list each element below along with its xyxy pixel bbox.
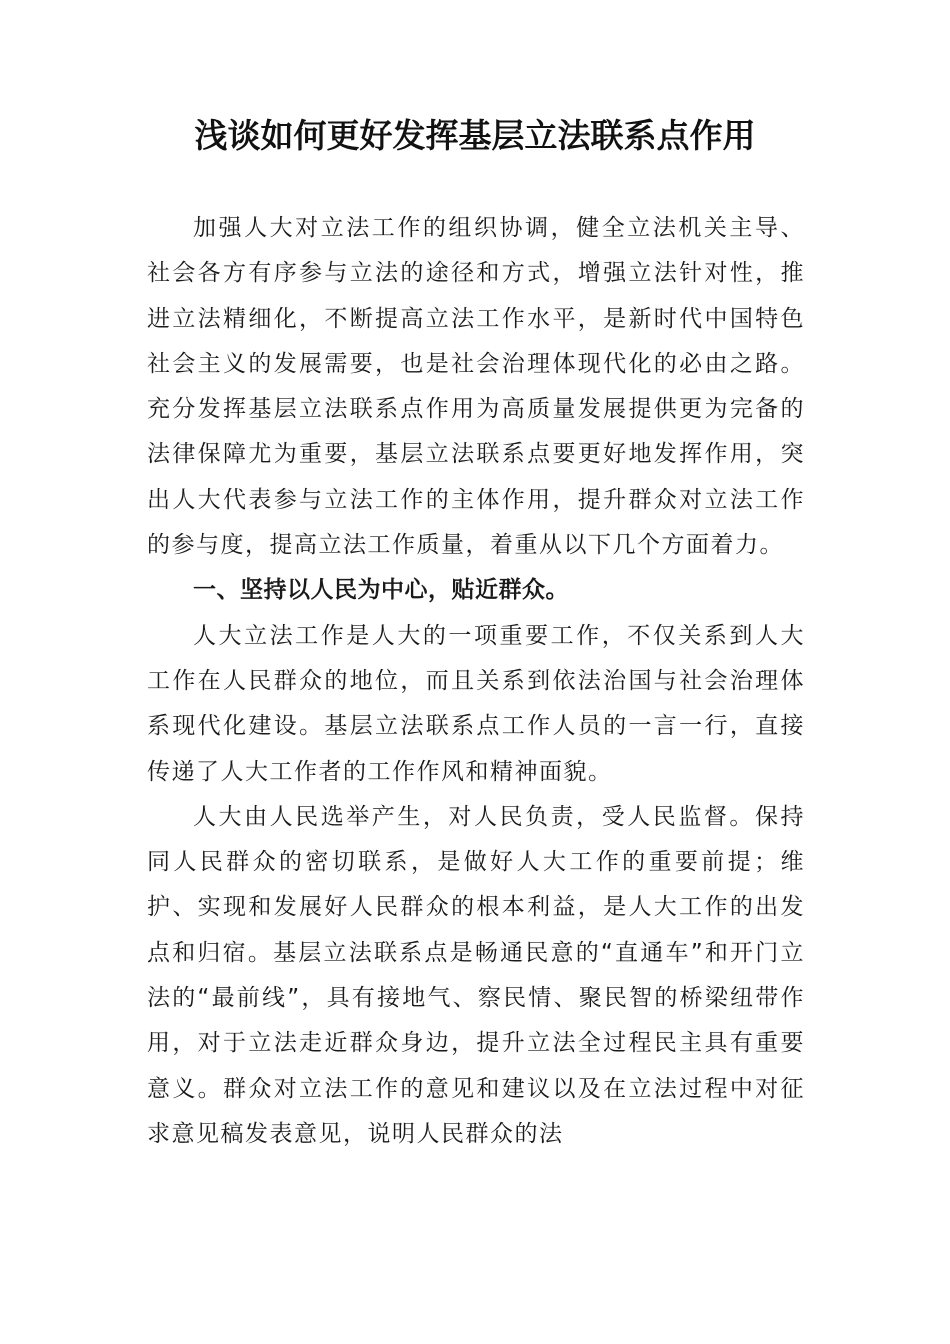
- document-body: [147, 206, 805, 1157]
- section-1-paragraph-1: 人大立法工作是人大的一项重要工作，不仅关系到人大工作在人民群众的地位，而且关系到依法治国与社会治理体系现代化建设。基层立法联系点工作人员的一言一行，直接传递了人大工作者的工作作风和精神面貌。: [147, 622, 805, 785]
- section-1-paragraph-2: 人大由人民选举产生，对人民负责，受人民监督。保持同人民群众的密切联系，是做好人大工作的重要前提；维护、实现和发展好人民群众的根本利益，是人大工作的出发点和归宿。基层立法联系点是畅通民意的“直通车”和开门立法的“最前线”，具有接地气、察民情、聚民智的桥梁纽带作用，对于立法走近群众身边，提升立法全过程民主具有重要意义。群众对立法工作的意见和建议以及在立法过程中对征求意见稿发表意见，说明人民群众的法: [147, 803, 805, 1147]
- intro-paragraph: 加强人大对立法工作的组织协调，健全立法机关主导、社会各方有序参与立法的途径和方式，增强立法针对性，推进立法精细化，不断提高立法工作水平，是新时代中国特色社会主义的发展需要，也是社会治理体现代化的必由之路。充分发挥基层立法联系点作用为高质量发展提供更为完备的法律保障尤为重要，基层立法联系点要更好地发挥作用，突出人大代表参与立法工作的主体作用，提升群众对立法工作的参与度，提高立法工作质量，着重从以下几个方面着力。: [147, 215, 805, 559]
- document-title: 浅谈如何更好发挥基层立法联系点作用: [194, 116, 756, 155]
- section-heading-1: 一、坚持以人民为中心，贴近群众。: [193, 577, 569, 604]
